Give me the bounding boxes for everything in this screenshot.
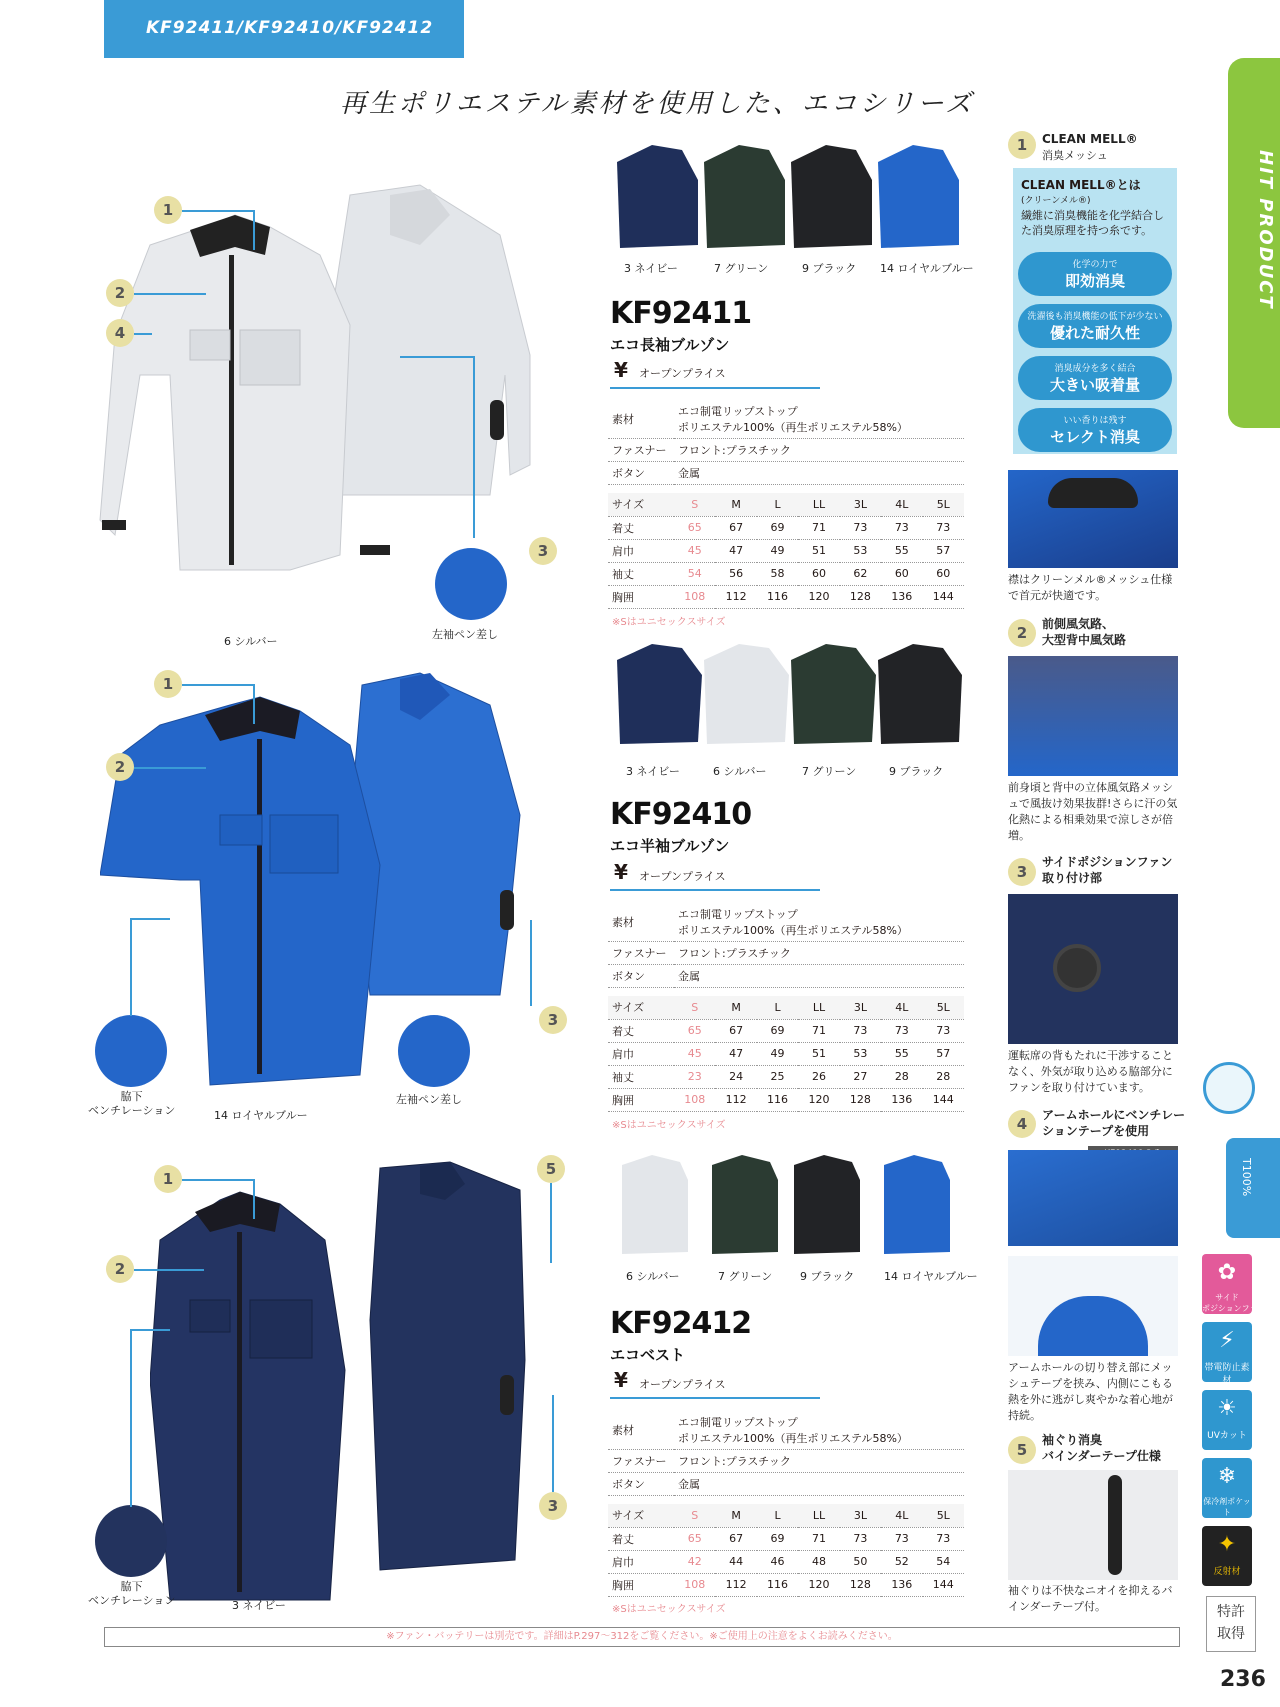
patent-badge: 特許 取得	[1206, 1596, 1256, 1652]
yen-icon: ¥	[614, 1368, 628, 1392]
yen-icon: ¥	[614, 860, 628, 884]
feature-sub-1: 消臭メッシュ	[1042, 149, 1108, 162]
product-name-3: エコベスト	[610, 1346, 686, 1364]
navy-vest-photo	[150, 1160, 550, 1610]
swatches-3	[612, 1150, 962, 1260]
callout-2c: 2	[106, 1255, 134, 1283]
detail-caption-2: 左袖ペン差し	[396, 1093, 462, 1106]
binder-tape-photo	[1008, 1470, 1178, 1580]
swatch-label: 9 ブラック	[802, 262, 857, 275]
size-table-1: サイズ S M L LL 3L 4L 5L 着丈 65 67 69 71 73 73 73 肩巾 45 47 49 51 53 55 57 袖丈 54 56 58 60 62 60 60 胸囲 108 112 116 120 128 136 144	[608, 493, 964, 609]
swatch-label: 3 ネイビー	[626, 765, 680, 778]
swatch-label: 9 ブラック	[889, 765, 944, 778]
feature-desc-2: 前身頃と背中の立体風気路メッシュで風抜け効果抜群!さらに汗の気化熱による相乗効果で涼しさが倍増。	[1008, 781, 1178, 842]
yen-icon: ¥	[614, 358, 628, 382]
feature-title-2: 前側風気路、 大型背中風気路	[1042, 617, 1127, 647]
swatch-label: 6 シルバー	[713, 765, 767, 778]
feature-num-5: 5	[1008, 1436, 1036, 1464]
t100-label: T100%	[1240, 1158, 1253, 1197]
detail-caption-1: 左袖ペン差し	[432, 628, 498, 641]
spec-table-3: 素材 エコ制電リップストップ ポリエステル100%（再生ポリエステル58%） ファスナー フロント:プラスチック ボタン 金属	[608, 1411, 964, 1496]
swatch-label: 3 ネイビー	[624, 262, 678, 275]
t100-tab	[1226, 1138, 1280, 1238]
swatch-label: 14 ロイヤルブルー	[884, 1270, 978, 1283]
callout-5: 5	[537, 1155, 565, 1183]
size-table-3: サイズ S M L LL 3L 4L 5L 着丈 65 67 69 71 73 73 73 肩巾 42 44 46 48 50 52 54 胸囲 108 112 116 120 128 136 144	[608, 1504, 964, 1597]
mesh-photo	[1008, 656, 1178, 776]
pill-1: 化学の力で 即効消臭	[1018, 252, 1172, 296]
product-code-3: KF92412	[610, 1306, 752, 1341]
swatch-label: 14 ロイヤルブルー	[880, 262, 974, 275]
size-note-1: ※Sはユニセックスサイズ	[612, 617, 726, 628]
callout-2: 2	[106, 279, 134, 307]
price-3: オープンプライス	[639, 1378, 726, 1391]
side-fan-icon: ✿ サイド ポジションファン	[1202, 1254, 1252, 1314]
price-2: オープンプライス	[639, 870, 726, 883]
spec-table-1: 素材 エコ制電リップストップ ポリエステル100%（再生ポリエステル58%） ファスナー フロント:プラスチック ボタン 金属	[608, 400, 964, 485]
vent-caption-2: 脇下 ベンチレーション	[88, 1090, 176, 1117]
main-caption-2: 14 ロイヤルブルー	[214, 1109, 308, 1122]
collar-photo	[1008, 470, 1178, 568]
feature-title-4: アームホールにベンチレー ションテープを使用	[1042, 1108, 1186, 1138]
callout-3c: 3	[539, 1492, 567, 1520]
size-note-3: ※Sはユニセックスサイズ	[612, 1604, 726, 1615]
product-name-1: エコ長袖ブルゾン	[610, 336, 730, 354]
product-code-1: KF92411	[610, 296, 752, 331]
page-number: 236	[1220, 1667, 1266, 1692]
main-caption-1: 6 シルバー	[224, 635, 278, 648]
feature-desc-3: 運転席の背もたれに干渉することなく、外気が取り込める脇部分にファンを取り付けています。	[1008, 1049, 1173, 1094]
reflector-icon: ✦ 反射材	[1202, 1526, 1252, 1586]
callout-4: 4	[106, 319, 134, 347]
callout-1: 1	[154, 196, 182, 224]
page-tagline: 再生ポリエステル素材を使用した、エコシリーズ	[340, 89, 975, 119]
feature-num-1: 1	[1008, 131, 1036, 159]
fan-mount-icon	[490, 400, 504, 440]
feature-num-3: 3	[1008, 858, 1036, 886]
pill-4: いい香りは残す セレクト消臭	[1018, 408, 1172, 452]
royal-short-jacket-photo	[100, 665, 560, 1100]
pill-2: 洗濯後も消臭機能の低下が少ない 優れた耐久性	[1018, 304, 1172, 348]
uv-cut-icon: ☀ UVカット	[1202, 1390, 1252, 1450]
callout-1b: 1	[154, 670, 182, 698]
product-name-2: エコ半袖ブルゾン	[610, 837, 730, 855]
feature-title-5: 袖ぐり消臭 バインダーテープ仕様	[1042, 1433, 1161, 1463]
swatch-label: 6 シルバー	[626, 1270, 680, 1283]
feature-desc-4: アームホールの切り替え部にメッシュテープを挟み、内側にこもる熱を外に逃がし爽やかな着心地が持続。	[1008, 1361, 1173, 1422]
feature-desc-1: 襟はクリーンメル®メッシュ仕様で首元が快適です。	[1008, 573, 1173, 602]
swatch-label: 7 グリーン	[714, 262, 769, 275]
swatch-label: 7 グリーン	[718, 1270, 773, 1283]
clean-mell-reading: (クリーンメル®)	[1021, 196, 1091, 206]
cold-pack-pocket-icon: ❄ 保冷剤ポケット	[1202, 1458, 1252, 1518]
swatches-2	[612, 640, 962, 750]
callout-3: 3	[529, 537, 557, 565]
airflow-photo	[1008, 1256, 1178, 1356]
callout-3b: 3	[539, 1006, 567, 1034]
fan-photo	[1008, 894, 1178, 1044]
price-1: オープンプライス	[639, 367, 726, 380]
feature-num-4: 4	[1008, 1110, 1036, 1138]
clean-mell-desc: 繊維に消臭機能を化学結合した消臭原理を持つ糸です。	[1021, 209, 1164, 237]
size-note-2: ※Sはユニセックスサイズ	[612, 1120, 726, 1131]
main-caption-3: 3 ネイビー	[232, 1599, 286, 1612]
size-table-2: サイズ S M L LL 3L 4L 5L 着丈 65 67 69 71 73 73 73 肩巾 45 47 49 51 53 55 57 袖丈 23 24 25 26 27 28 28 胸囲 108 112 116 120 128 136 144	[608, 996, 964, 1112]
armhole-photo	[1008, 1150, 1178, 1246]
antistatic-icon: ⚡ 帯電防止素材	[1202, 1322, 1252, 1382]
hit-product-label: HIT PRODUCT	[1255, 150, 1276, 310]
feature-num-2: 2	[1008, 619, 1036, 647]
spec-table-2: 素材 エコ制電リップストップ ポリエステル100%（再生ポリエステル58%） ファスナー フロント:プラスチック ボタン 金属	[608, 903, 964, 988]
fan-mount-icon-2	[500, 890, 514, 930]
clean-mell-box	[1013, 168, 1177, 454]
callout-2b: 2	[106, 753, 134, 781]
product-code-2: KF92410	[610, 797, 752, 832]
footer-note: ※ファン・バッテリーは別売です。詳細はP.297～312をご覧ください。※ご使用上の注意をよくお読みください。	[104, 1627, 1180, 1647]
swatch-label: 7 グリーン	[802, 765, 857, 778]
swatches-1	[612, 140, 962, 255]
eco-recycle-icon	[1203, 1062, 1255, 1114]
callout-1c: 1	[154, 1165, 182, 1193]
feature-desc-5: 袖ぐりは不快なニオイを抑えるバインダーテープ付。	[1008, 1584, 1173, 1613]
pen-pocket-detail-2	[398, 1015, 470, 1087]
vent-detail-2	[95, 1015, 167, 1087]
feature-title-3: サイドポジションファン 取り付け部	[1042, 855, 1173, 885]
vent-caption-3: 脇下 ベンチレーション	[88, 1580, 176, 1607]
series-header: KF92411/KF92410/KF92412	[104, 0, 464, 58]
swatch-label: 9 ブラック	[800, 1270, 855, 1283]
feature-title-1: CLEAN MELL®	[1042, 132, 1138, 146]
clean-mell-title: CLEAN MELL®とは	[1021, 178, 1141, 192]
pill-3: 消臭成分を多く結合 大きい吸着量	[1018, 356, 1172, 400]
pen-pocket-detail	[435, 548, 507, 620]
fan-mount-icon-3	[500, 1375, 514, 1415]
vent-detail-3	[95, 1505, 167, 1577]
